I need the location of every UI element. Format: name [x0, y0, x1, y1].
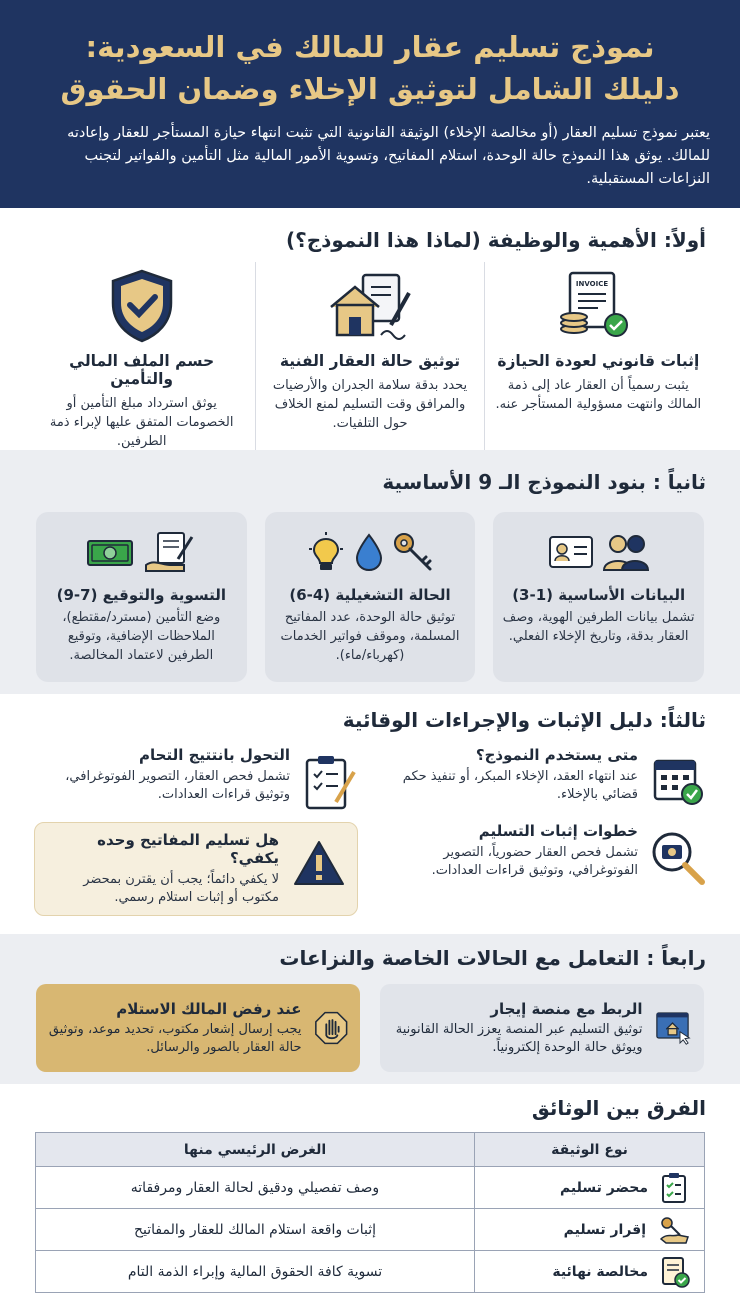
doc-purpose: إثبات واقعة استلام المالك للعقار والمفاتيح	[36, 1209, 475, 1251]
invoice-label: INVOICE	[576, 280, 609, 288]
table-row	[36, 1209, 705, 1251]
card-title: التسوية والتوقيع (7-9)	[56, 586, 227, 604]
key-handshake-icon	[658, 1215, 690, 1245]
doc-name: مخالصة نهائية	[552, 1263, 648, 1280]
title-line-1: نموذج تسليم عقار للمالك في السعودية:	[85, 30, 655, 64]
ejar-platform-icon	[655, 1000, 692, 1056]
column-header-purpose: الغرض الرئيسي منها	[36, 1133, 475, 1167]
light-bulb-icon	[306, 531, 346, 573]
item-title: متى يستخدم النموذج؟	[475, 746, 638, 764]
card-title: عند رفض المالك الاستلام	[116, 999, 302, 1018]
section-title: ثانياً : بنود النموذج الـ 9 الأساسية	[382, 470, 706, 494]
importance-item-legal	[485, 262, 712, 451]
owner-refusal-card	[36, 984, 360, 1072]
intro-text: يعتبر نموذج تسليم العقار (أو مخالصة الإخلاء) الوثيقة القانونية التي تثبت انتهاء حيازة المستأجر للعقار وإعادته للمالك. يوثق هذا النموذج حالة الوحدة، استلام المفاتيح، وتسوية الأمور المالية مثل التأمين والفواتير لتجنب النزاعات المستقبلية.	[67, 125, 710, 187]
ejar-card	[380, 984, 704, 1072]
evidence-item-transition	[34, 746, 358, 812]
item-title: حسم الملف المالي والتأمين	[69, 352, 215, 388]
clipboard-pen-icon	[302, 746, 358, 812]
key-icon	[392, 531, 434, 573]
importance-item-financial	[28, 262, 256, 451]
card-text: وضع التأمين (مسترد/مقتطع)، الملاحظات الإضافية، وتوقيع الطرفين لاعتماد المخالصة.	[62, 610, 221, 663]
header-banner	[0, 0, 740, 208]
water-drop-icon	[354, 532, 384, 572]
title-line-2: دليلك الشامل لتوثيق الإخلاء وضمان الحقوق	[60, 72, 680, 106]
item-title: خطوات إثبات التسليم	[478, 822, 638, 840]
checklist-icon	[660, 1172, 690, 1204]
evidence-item-when	[382, 746, 706, 812]
id-card-icon	[548, 535, 594, 569]
magnifier-camera-icon	[650, 822, 706, 886]
evidence-item-keys-warning	[34, 822, 358, 916]
table-header-row	[36, 1133, 705, 1167]
stop-hand-icon	[314, 1000, 348, 1056]
clause-card-operational	[265, 512, 476, 682]
page-title	[30, 26, 710, 110]
card-text: توثيق حالة الوحدة، عدد المفاتيح المسلمة، وموقف فواتير الخدمات (كهرباء/ماء).	[280, 610, 460, 663]
card-text: يجب إرسال إشعار مكتوب، تحديد موعد، وتوثيق حالة العقار بالصور والرسائل.	[48, 1021, 302, 1055]
item-text: يوثق استرداد مبلغ التأمين أو الخصومات المتفق عليها لإبراء ذمة الطرفين.	[49, 396, 234, 449]
section-importance	[0, 208, 740, 450]
doc-purpose: تسوية كافة الحقوق المالية وإبراء الذمة التام	[36, 1251, 475, 1293]
section-title: أولاً: الأهمية والوظيفة (لماذا هذا النموذج؟)	[285, 228, 706, 252]
card-title: الربط مع منصة إيجار	[490, 999, 643, 1018]
cash-icon	[86, 535, 136, 569]
section-special-cases	[0, 934, 740, 1084]
document-check-icon	[660, 1256, 690, 1288]
shield-check-icon	[38, 262, 245, 350]
section-documents-table	[0, 1084, 740, 1302]
doc-name: محضر تسليم	[559, 1179, 648, 1196]
item-text: يحدد بدقة سلامة الجدران والأرضيات والمرافق وقت التسليم لمنع الخلاف حول التلفيات.	[272, 378, 468, 431]
item-text: يثبت رسمياً أن العقار عاد إلى ذمة المالك وانتهت مسؤولية المستأجر عنه.	[495, 378, 702, 412]
card-title: البيانات الأساسية (1-3)	[512, 586, 686, 604]
section-title: ثالثاً: دليل الإثبات والإجراءات الوقائية	[342, 708, 706, 732]
warning-icon	[291, 831, 347, 887]
item-text: تشمل فحص العقار حضورياً، التصوير الفوتوغرافي، وتوثيق قراءات العدادات.	[431, 845, 638, 878]
importance-item-condition	[256, 262, 484, 451]
invoice-coins-icon	[495, 262, 702, 350]
card-title: الحالة التشغيلية (4-6)	[289, 586, 451, 604]
section-clauses	[0, 450, 740, 694]
table-row	[36, 1167, 705, 1209]
house-clipboard-icon	[266, 262, 473, 350]
card-text: توثيق التسليم عبر المنصة يعزز الحالة القانونية ويوثق حالة الوحدة إلكترونياً.	[395, 1021, 643, 1055]
clause-card-settlement	[36, 512, 247, 682]
documents-table	[35, 1132, 705, 1293]
section-evidence	[0, 694, 740, 934]
doc-purpose: وصف تفصيلي ودقيق لحالة العقار ومرفقاته	[36, 1167, 475, 1209]
item-title: هل تسليم المفاتيح وحده يكفي؟	[97, 831, 279, 867]
item-text: عند انتهاء العقد، الإخلاء المبكر، أو تنفيذ حكم قضائي بالإخلاء.	[402, 769, 638, 802]
item-title: توثيق حالة العقار الفنية	[279, 352, 461, 370]
column-header-doc-type: نوع الوثيقة	[475, 1133, 705, 1167]
item-title: إثبات قانوني لعودة الحيازة	[497, 352, 700, 370]
table-row	[36, 1251, 705, 1293]
item-title: التحول بانتتيج التحام	[139, 746, 290, 764]
calendar-check-icon	[650, 746, 706, 806]
signing-hand-icon	[144, 531, 196, 573]
item-text: تشمل فحص العقار، التصوير الفوتوغرافي، وتوثيق قراءات العدادات.	[65, 769, 290, 802]
clause-card-basic	[493, 512, 704, 682]
card-text: تشمل بيانات الطرفين الهوية، وصف العقار بدقة، وتاريخ الإخلاء الفعلي.	[502, 610, 695, 644]
people-icon	[602, 532, 650, 572]
section-title: الفرق بين الوثائق	[531, 1096, 706, 1120]
doc-name: إقرار تسليم	[563, 1221, 646, 1238]
evidence-item-steps	[382, 822, 706, 916]
section-title: رابعاً : التعامل مع الحالات الخاصة والنزاعات	[279, 946, 706, 970]
item-text: لا يكفي دائماً؛ يجب أن يقترن بمحضر مكتوب أو إثبات استلام رسمي.	[83, 872, 279, 905]
